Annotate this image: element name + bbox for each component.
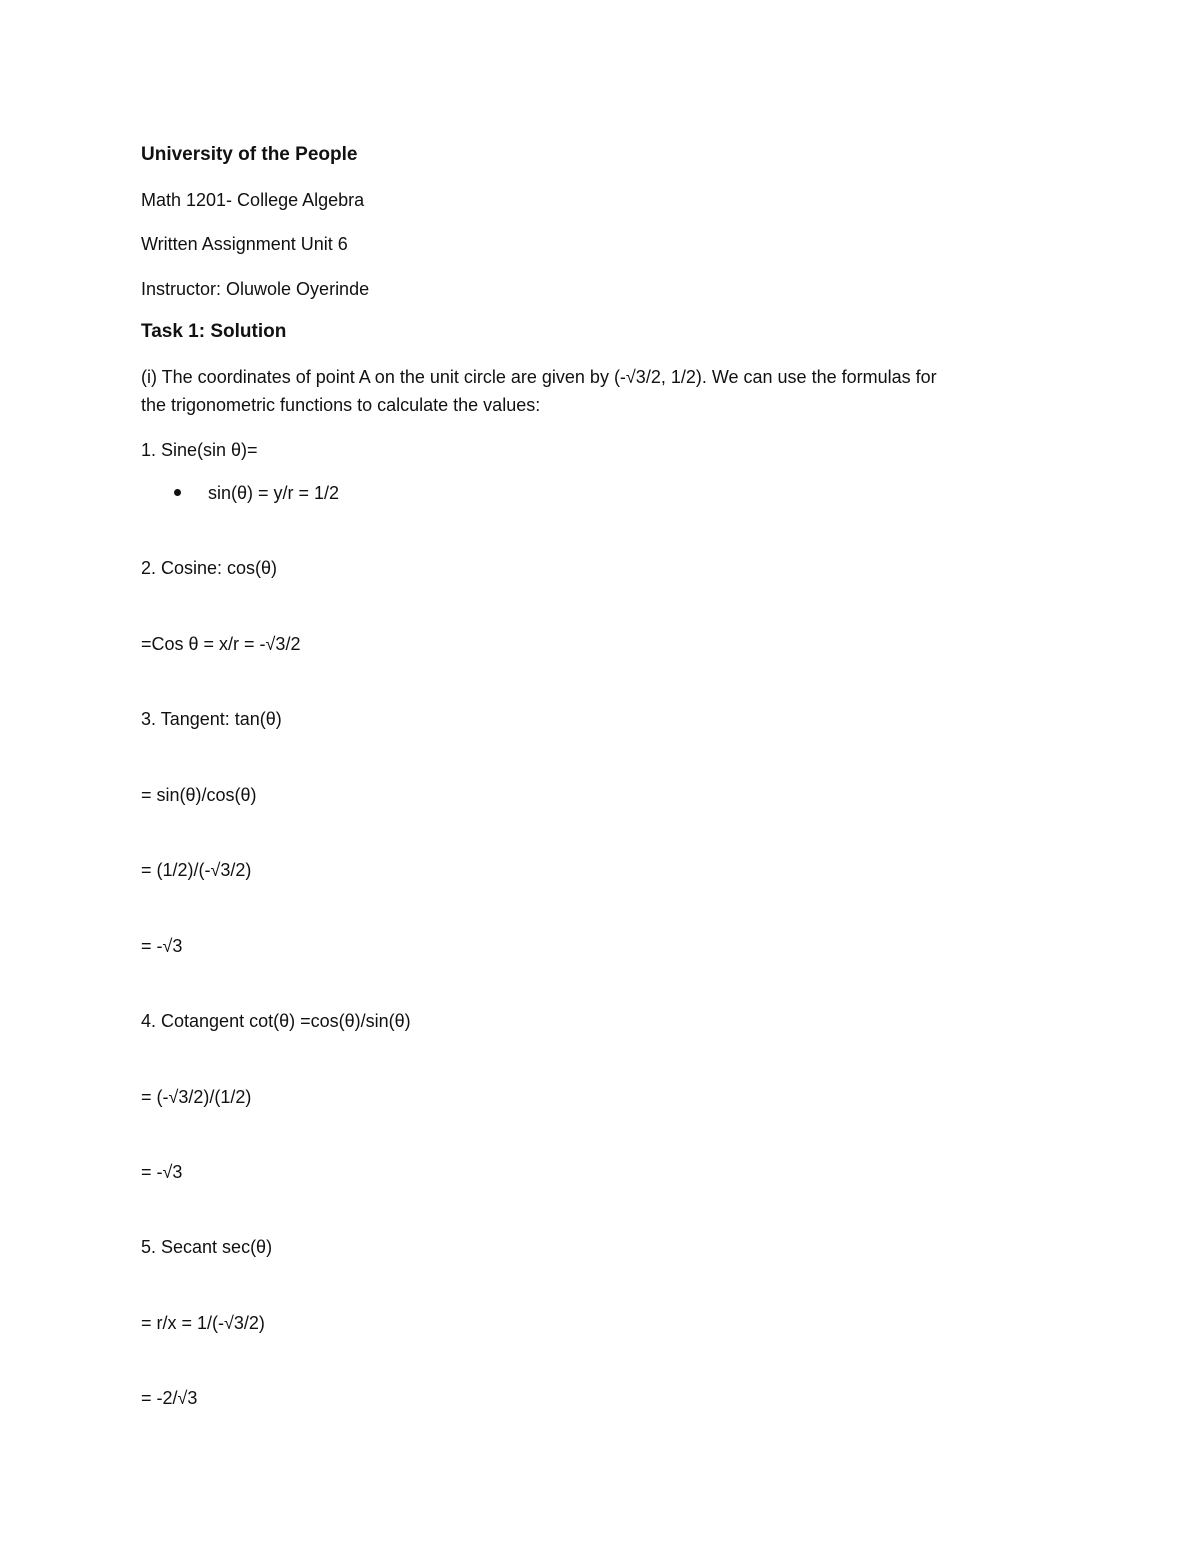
secant-heading: 5. Secant sec(θ) — [141, 1237, 273, 1257]
tangent-heading: 3. Tangent: tan(θ) — [141, 709, 282, 729]
university-title: University of the People — [141, 144, 358, 165]
intro-line-2: the trigonometric functions to calculate the values: — [141, 395, 541, 415]
sine-bullet-item — [174, 482, 339, 504]
sine-bullet-text: sin(θ) = y/r = 1/2 — [208, 483, 340, 503]
sine-heading: 1. Sine(sin θ)= — [141, 440, 258, 460]
tangent-step-3: = -√3 — [141, 936, 183, 956]
cotangent-heading: 4. Cotangent cot(θ) =cos(θ)/sin(θ) — [141, 1011, 411, 1031]
cotangent-step-2: = -√3 — [141, 1162, 183, 1182]
tangent-step-1: = sin(θ)/cos(θ) — [141, 785, 257, 805]
assignment-name: Written Assignment Unit 6 — [141, 234, 348, 254]
cosine-value: =Cos θ = x/r = -√3/2 — [141, 634, 301, 654]
task-title: Task 1: Solution — [141, 321, 287, 342]
secant-step-1: = r/x = 1/(-√3/2) — [141, 1313, 265, 1333]
secant-step-2: = -2/√3 — [141, 1388, 198, 1408]
cotangent-step-1: = (-√3/2)/(1/2) — [141, 1087, 252, 1107]
course-name: Math 1201- College Algebra — [141, 190, 365, 210]
tangent-step-2: = (1/2)/(-√3/2) — [141, 860, 252, 880]
intro-line-1: (i) The coordinates of point A on the unit circle are given by (-√3/2, 1/2). We can use the formulas for — [141, 367, 937, 387]
instructor-name: Instructor: Oluwole Oyerinde — [141, 279, 370, 299]
cosine-heading: 2. Cosine: cos(θ) — [141, 558, 278, 578]
bullet-icon — [174, 489, 181, 496]
